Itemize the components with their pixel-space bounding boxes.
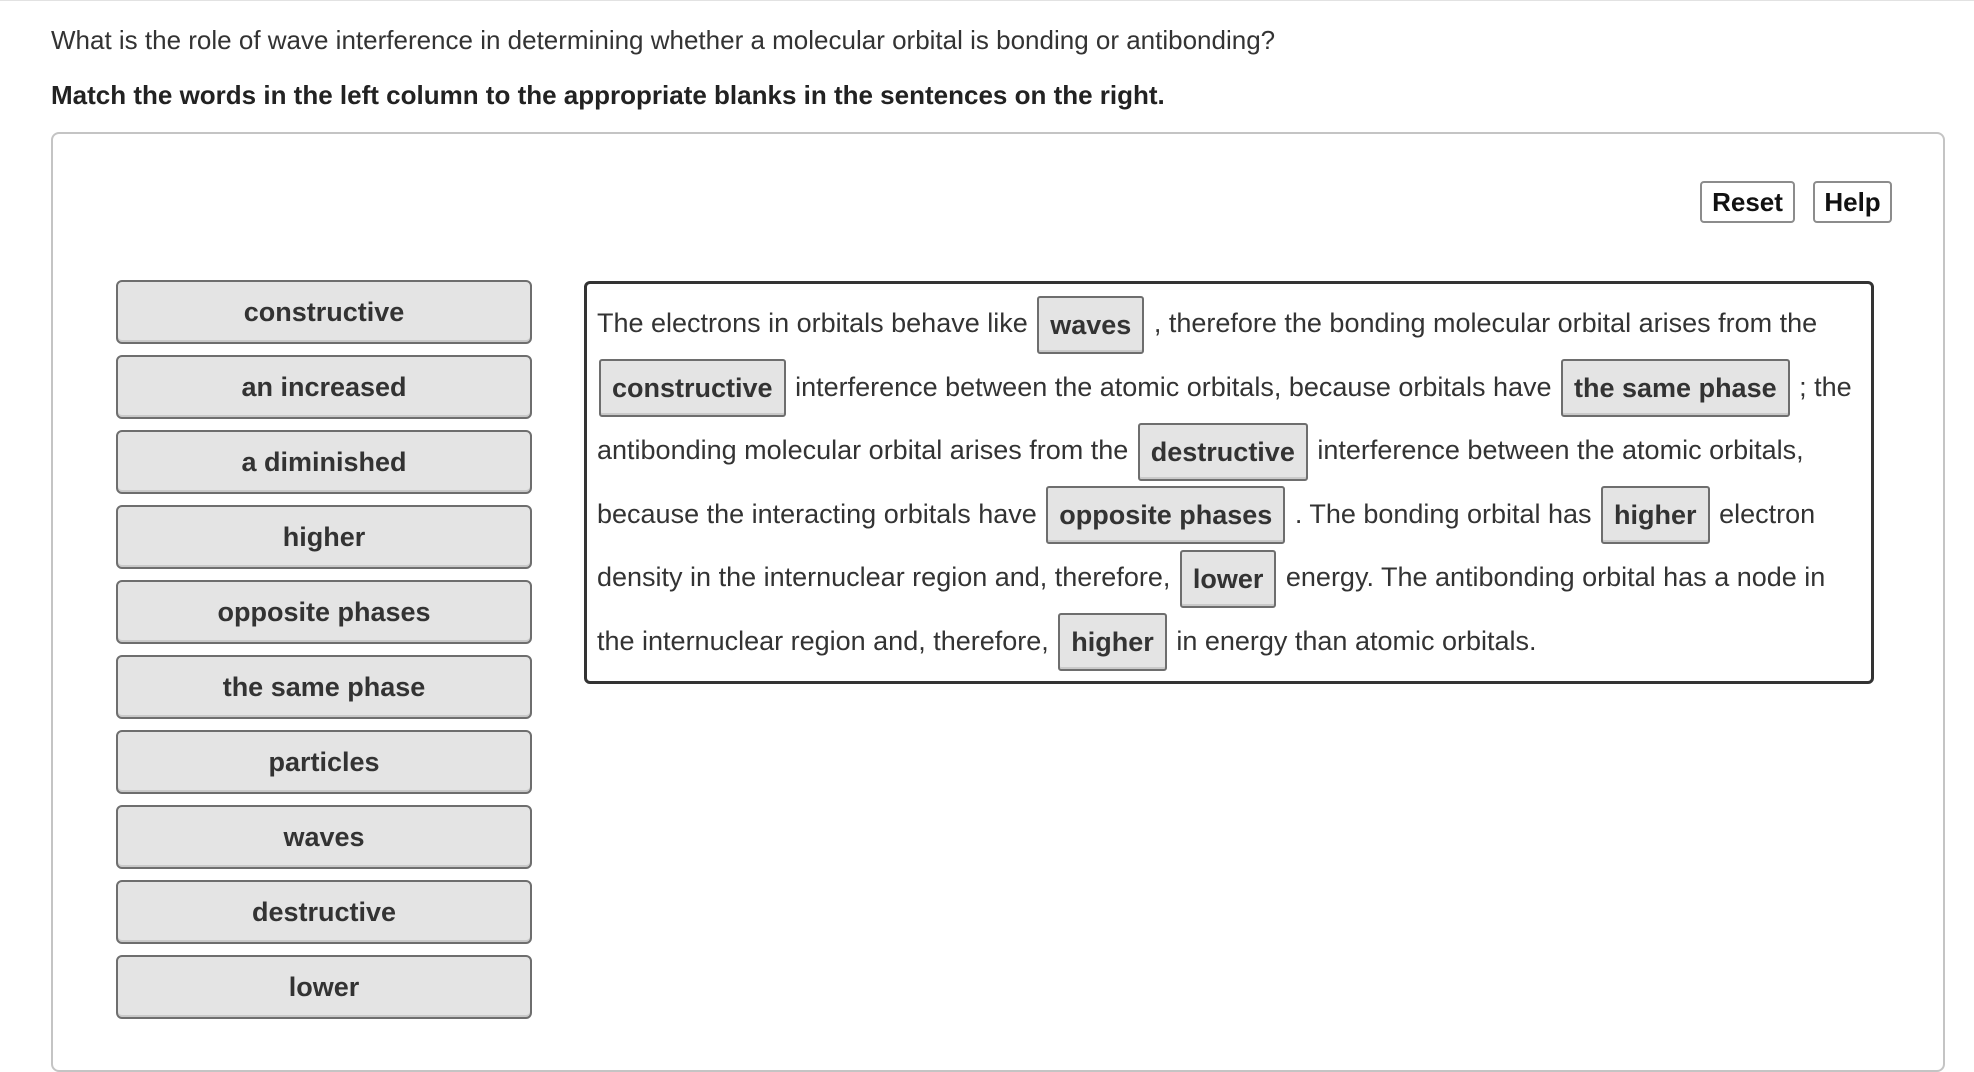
- blank-6-filled[interactable]: higher: [1601, 486, 1710, 544]
- word-tile-an-increased[interactable]: an increased: [116, 355, 532, 419]
- blank-5-filled[interactable]: opposite phases: [1046, 486, 1285, 544]
- word-bank: [116, 280, 534, 1030]
- sentence-text: in energy than atomic orbitals.: [1168, 625, 1537, 656]
- sentence-text: , therefore the bonding molecular orbital arises from the: [1146, 308, 1818, 338]
- blank-2-filled[interactable]: constructive: [599, 359, 786, 417]
- blank-8-filled[interactable]: higher: [1058, 613, 1167, 671]
- sentence-area: [584, 281, 1874, 684]
- sentence-text: electron density in the internuclear region and, therefore,: [597, 498, 1816, 592]
- blank-3-filled[interactable]: the same phase: [1561, 359, 1790, 417]
- question-text: What is the role of wave interference in determining whether a molecular orbital is bonding or antibonding?: [51, 25, 1276, 55]
- sentence-text: interference between the atomic orbitals, because orbitals have: [787, 371, 1560, 402]
- blank-1-filled[interactable]: waves: [1037, 296, 1144, 354]
- sentence-text: . The bonding orbital has: [1287, 498, 1600, 529]
- word-tile-the-same-phase[interactable]: the same phase: [116, 655, 532, 719]
- top-divider: [0, 0, 1974, 1]
- help-button[interactable]: Help: [1813, 181, 1892, 223]
- word-tile-particles[interactable]: particles: [116, 730, 532, 794]
- sentence-text: energy. The antibonding orbital has a node in the internuclear region and, therefore,: [597, 562, 1826, 656]
- sentence-text: interference between the atomic orbitals, because the interacting orbitals have: [597, 435, 1804, 529]
- instruction-text: Match the words in the left column to the appropriate blanks in the sentences on the right.: [51, 80, 1165, 110]
- reset-button[interactable]: Reset: [1700, 181, 1795, 223]
- sentence-text: ; the antibonding molecular orbital arises from the: [597, 371, 1852, 465]
- blank-7-filled[interactable]: lower: [1180, 550, 1277, 608]
- word-tile-opposite-phases[interactable]: opposite phases: [116, 580, 532, 644]
- word-tile-destructive[interactable]: destructive: [116, 880, 532, 944]
- word-tile-lower[interactable]: lower: [116, 955, 532, 1019]
- word-tile-higher[interactable]: higher: [116, 505, 532, 569]
- word-tile-constructive[interactable]: constructive: [116, 280, 532, 344]
- sentence-text: The electrons in orbitals behave like: [597, 308, 1036, 338]
- word-tile-a-diminished[interactable]: a diminished: [116, 430, 532, 494]
- word-tile-waves[interactable]: waves: [116, 805, 532, 869]
- blank-4-filled[interactable]: destructive: [1138, 423, 1308, 481]
